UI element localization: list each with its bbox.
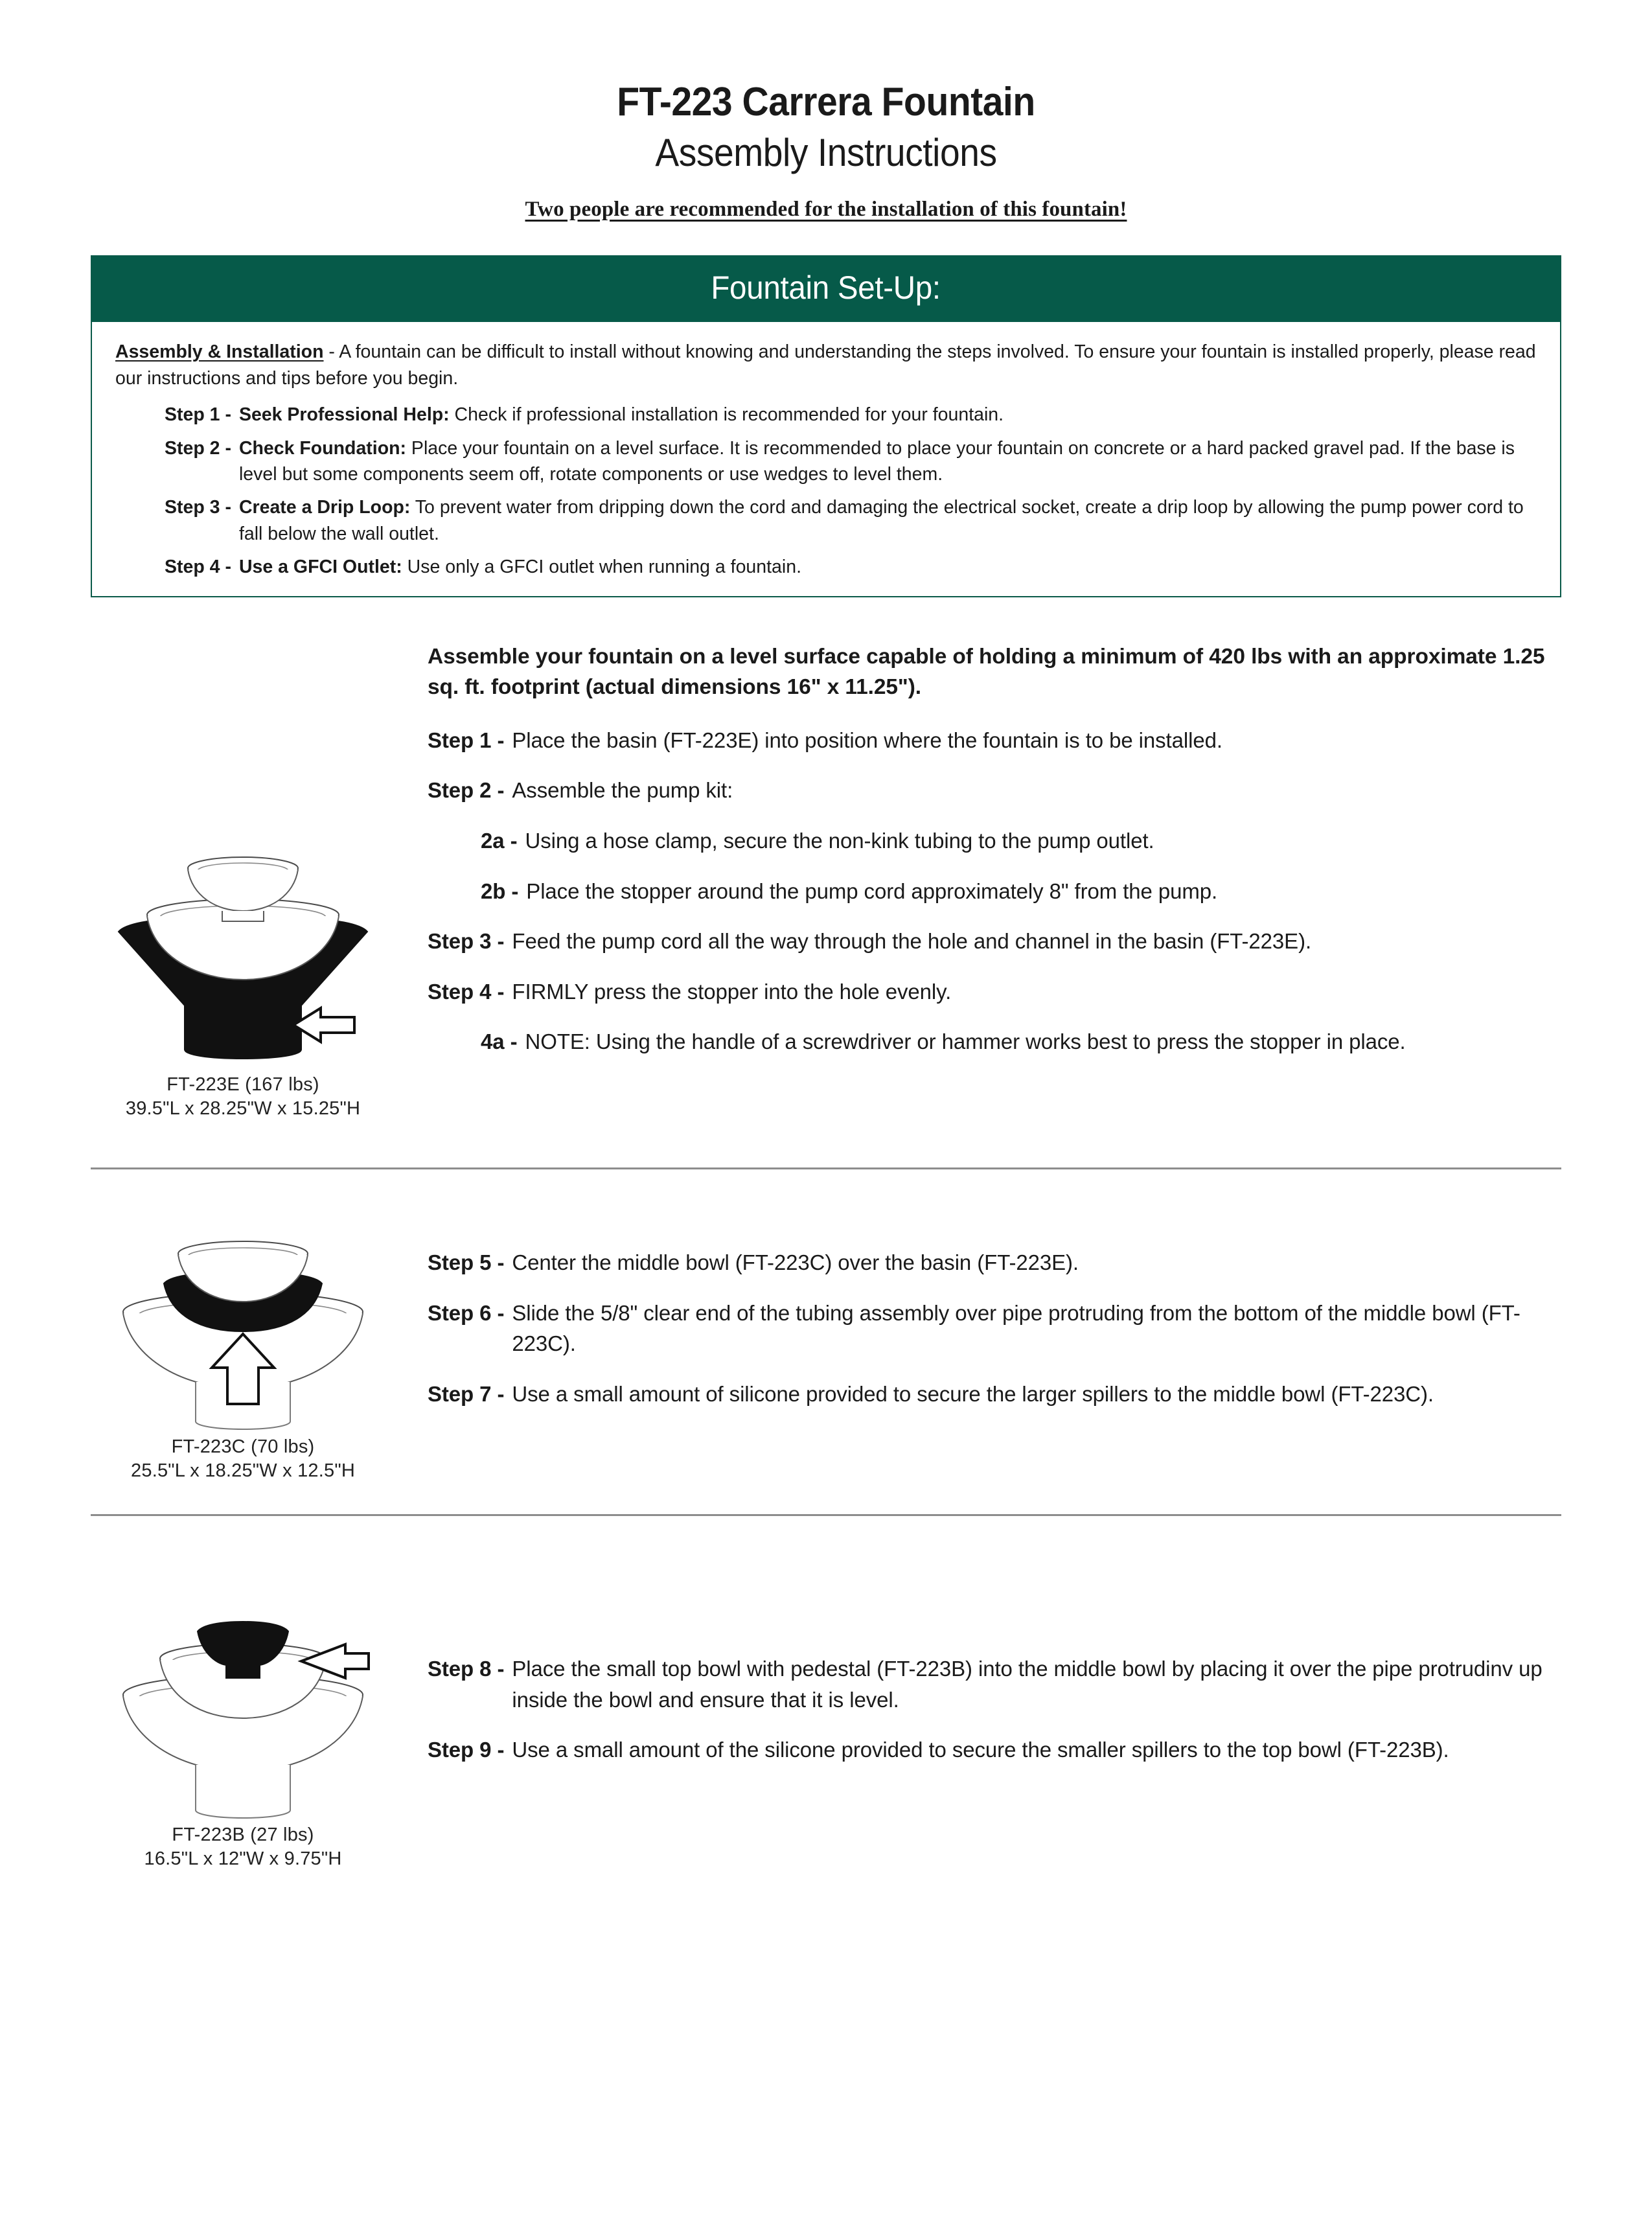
installation-note: Two people are recommended for the installation of this fountain! (525, 198, 1127, 222)
setup-step-label: Step 3 - (165, 497, 231, 518)
assembly-step-text: Feed the pump cord all the way through the hole and channel in the basin (FT-223E). (512, 929, 1312, 954)
assembly-step (428, 1298, 1561, 1359)
arrow-left-icon (293, 1008, 354, 1042)
document-page (0, 81, 1652, 1872)
figure-dimensions: 25.5"L x 18.25"W x 12.5"H (131, 1460, 355, 1482)
setup-step-title: Use a GFCI Outlet: (238, 557, 402, 578)
fountain-diagram-basin (107, 836, 379, 1069)
figure-caption-basin (91, 1073, 395, 1121)
assembly-step (428, 1379, 1561, 1410)
figure-dimensions: 39.5"L x 28.25"W x 15.25"H (125, 1098, 361, 1119)
setup-step-label: Step 1 - (165, 404, 231, 426)
assembly-step-label: Step 5 - (428, 1250, 505, 1275)
steps-basin (395, 622, 1561, 1077)
setup-step-list (115, 402, 1537, 581)
figure-caption-top-bowl (91, 1823, 395, 1871)
assembly-step-label: Step 7 - (428, 1381, 505, 1406)
figure-top-bowl (91, 1556, 395, 1871)
document-header (91, 81, 1561, 222)
steps-middle-bowl (395, 1212, 1561, 1429)
fountain-diagram-top-bowl (107, 1560, 379, 1819)
assembly-step-text: Assemble the pump kit: (512, 778, 733, 803)
page-title: FT-223 Carrera Fountain (617, 80, 1035, 124)
setup-step-body (239, 554, 1537, 580)
assembly-step-label: Step 8 - (428, 1657, 505, 1681)
basin-pedestal (196, 1765, 290, 1818)
setup-step-title: Seek Professional Help: (238, 404, 450, 426)
setup-intro-heading: Assembly & Installation (115, 341, 324, 363)
assembly-step-text: NOTE: Using the handle of a screwdriver or hammer works best to press the stopper in place. (525, 1029, 1406, 1054)
assembly-step-text: Slide the 5/8" clear end of the tubing assembly over pipe protruding from the bottom of the middle bowl (FT-223C). (512, 1300, 1520, 1356)
setup-banner-label: Fountain Set-Up: (711, 270, 941, 306)
figure-dimensions: 16.5"L x 12"W x 9.75"H (144, 1848, 342, 1870)
setup-step-title: Create a Drip Loop: (238, 497, 411, 518)
assembly-step-text: Use a small amount of silicone provided to secure the larger spillers to the middle bowl (FT-223C). (512, 1381, 1434, 1406)
assembly-step-text: Place the stopper around the pump cord approximately 8" from the pump. (526, 879, 1218, 903)
setup-step (115, 494, 1537, 547)
assembly-step (428, 1247, 1561, 1278)
assembly-step-label: Step 2 - (428, 778, 505, 803)
assembly-step (428, 1734, 1561, 1765)
assembly-section-basin (91, 622, 1561, 1121)
assembly-step-text: Place the basin (FT-223E) into position where the fountain is to be installed. (512, 728, 1222, 752)
assembly-substep (428, 876, 1561, 907)
setup-step-body (239, 402, 1537, 428)
assembly-step-text: Using a hose clamp, secure the non-kink tubing to the pump outlet. (525, 829, 1154, 853)
assembly-step-label: 2b - (481, 879, 519, 903)
setup-step-text: Use only a GFCI outlet when running a fountain. (402, 557, 802, 578)
figure-part-label: FT-223C (70 lbs) (171, 1436, 315, 1458)
setup-step (115, 402, 1537, 428)
fountain-diagram-middle-bowl (107, 1224, 379, 1431)
assembly-step-text: Use a small amount of the silicone provided to secure the smaller spillers to the top bowl (FT-223B). (512, 1738, 1449, 1762)
assembly-step (428, 1653, 1561, 1715)
figure-middle-bowl (91, 1212, 395, 1483)
assembly-section-top-bowl (91, 1556, 1561, 1871)
assembly-substep (428, 1026, 1561, 1057)
setup-intro (115, 339, 1537, 391)
setup-body (92, 322, 1560, 596)
assembly-step (428, 976, 1561, 1007)
section-divider (91, 1167, 1561, 1169)
fountain-setup-box (91, 255, 1561, 597)
assembly-section-middle-bowl (91, 1212, 1561, 1483)
assembly-lead-text: Assemble your fountain on a level surface capable of holding a minimum of 420 lbs with an approximate 1.25 sq. ft. footprint (actual dimensions 16" x 11.25"). (428, 644, 1545, 700)
section-divider (91, 1514, 1561, 1516)
page-subtitle: Assembly Instructions (655, 131, 997, 175)
assembly-step-text: Place the small top bowl with pedestal (FT-223B) into the middle bowl by placing it over the pipe protrudinv up inside the bowl and ensure that it is level. (512, 1657, 1543, 1712)
top-bowl-pedestal (222, 911, 264, 921)
setup-step-text: To prevent water from dripping down the cord and damaging the electrical socket, create a drip loop by allowing the pump power cord to fall below the wall outlet. (238, 497, 1524, 544)
assembly-step-label: Step 6 - (428, 1300, 505, 1325)
assembly-step-label: Step 3 - (428, 929, 505, 954)
assembly-step (428, 725, 1561, 756)
figure-part-label: FT-223E (167 lbs) (166, 1074, 319, 1095)
setup-banner (92, 257, 1560, 322)
setup-intro-text: - A fountain can be difficult to install without knowing and understanding the steps involved. To ensure your fountain is installed properly, please read our instructions and tips before you begin. (115, 341, 1536, 389)
setup-step-body (239, 494, 1537, 547)
assembly-substep (428, 825, 1561, 857)
setup-step-label: Step 2 - (165, 437, 231, 459)
figure-basin (91, 622, 395, 1121)
setup-step-label: Step 4 - (165, 557, 231, 578)
figure-caption-middle-bowl (91, 1435, 395, 1483)
assembly-step-label: Step 1 - (428, 728, 505, 752)
assembly-step (428, 926, 1561, 957)
setup-step-body (239, 435, 1537, 488)
assembly-step (428, 775, 1561, 806)
assembly-step-text: FIRMLY press the stopper into the hole evenly. (512, 979, 952, 1004)
assembly-step-label: 4a - (481, 1029, 518, 1054)
figure-part-label: FT-223B (27 lbs) (172, 1824, 314, 1846)
setup-step-title: Check Foundation: (238, 437, 407, 459)
assembly-step-label: 2a - (481, 829, 518, 853)
setup-step-text: Place your fountain on a level surface. It is recommended to place your fountain on concrete or a hard packed gravel pad. If the base is level but some components seem off, rotate components or use wedges to level them. (238, 437, 1515, 485)
assembly-step-label: Step 9 - (428, 1738, 505, 1762)
assembly-step-label: Step 4 - (428, 979, 505, 1004)
assembly-step-text: Center the middle bowl (FT-223C) over the basin (FT-223E). (512, 1250, 1079, 1275)
setup-step-text: Check if professional installation is recommended for your fountain. (449, 404, 1004, 426)
setup-step (115, 554, 1537, 580)
steps-top-bowl (395, 1556, 1561, 1785)
setup-step (115, 435, 1537, 488)
